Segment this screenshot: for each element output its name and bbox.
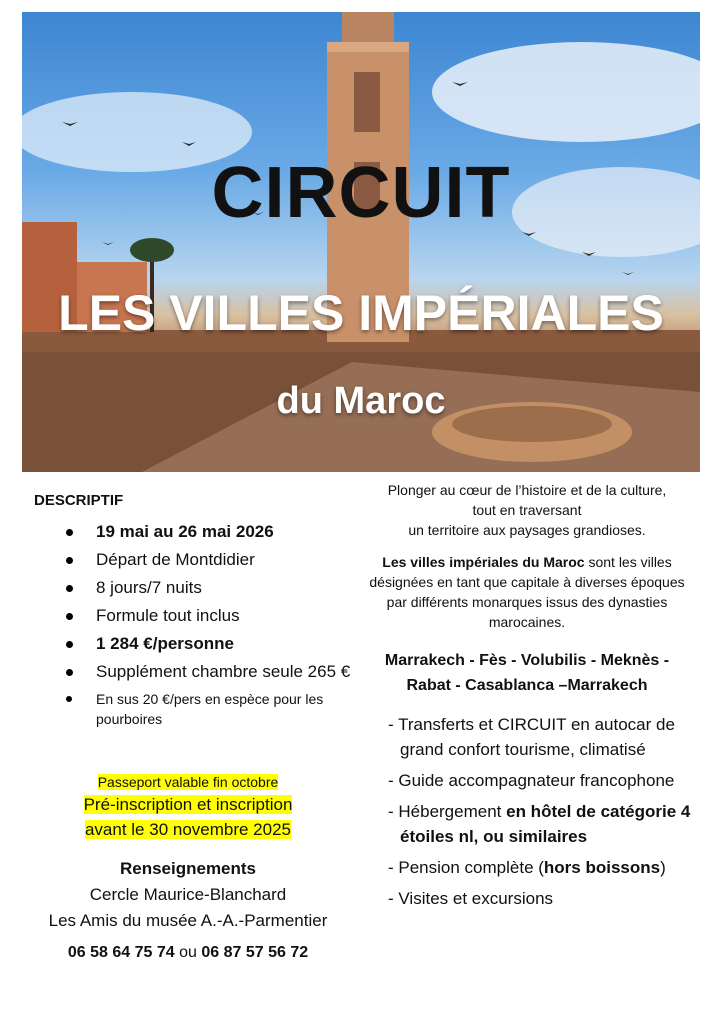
- list-item: 19 mai au 26 mai 2026: [28, 521, 358, 543]
- service-3-pre: - Hébergement: [388, 802, 507, 821]
- descriptif-list: [28, 521, 358, 729]
- description-rest: sont les villes désignées en tant que capitale à diverses époques par différents monarques issus des dynasties marocaines.: [369, 554, 685, 630]
- list-item: - Transferts et CIRCUIT en autocar de grand confort tourisme, climatisé: [388, 715, 675, 759]
- registration-line-2: avant le 30 novembre 2025: [84, 820, 292, 839]
- contact-org-1: Cercle Maurice-Blanchard: [89, 885, 287, 904]
- phone-2: 06 87 57 56 72: [201, 944, 309, 961]
- hero-banner: [22, 12, 700, 472]
- services-list: [362, 712, 692, 911]
- service-4-pre: - Pension complète (: [388, 858, 544, 877]
- descriptif-section: [28, 492, 358, 735]
- list-item: Supplément chambre seule 265 €: [28, 661, 358, 683]
- list-item: - Guide accompagnateur francophone: [388, 771, 675, 790]
- description-bold: Les villes impériales du Maroc: [382, 554, 585, 570]
- list-item: [362, 855, 692, 880]
- hero-subtitle: LES VILLES IMPÉRIALES: [58, 285, 664, 341]
- contact-org-2: Les Amis du musée A.-A.-Parmentier: [48, 911, 328, 930]
- service-4-bold: hors boissons: [543, 858, 661, 877]
- intro-line-3: un territoire aux paysages grandioses.: [408, 522, 646, 538]
- list-item: [362, 799, 692, 849]
- description-text: [362, 552, 692, 632]
- intro-text: [362, 480, 692, 540]
- contact-title: Renseignements: [119, 859, 257, 878]
- list-item: Départ de Montdidier: [28, 549, 358, 571]
- intro-line-1: Plonger au cœur de l’histoire et de la culture,: [387, 482, 667, 498]
- list-item: 8 jours/7 nuits: [28, 577, 358, 599]
- phone-1: 06 58 64 75 74: [67, 944, 175, 961]
- service-4-post: ): [660, 858, 666, 877]
- descriptif-heading: DESCRIPTIF: [34, 492, 124, 509]
- route-line-2: Rabat - Casablanca –Marrakech: [406, 677, 648, 694]
- hero-title: CIRCUIT: [211, 153, 511, 233]
- phone-separator: ou: [179, 944, 197, 961]
- hero-subtitle-2: du Maroc: [276, 380, 446, 422]
- route-line-1: Marrakech - Fès - Volubilis - Meknès -: [384, 652, 670, 669]
- intro-line-2: tout en traversant: [472, 502, 582, 518]
- list-item: - Visites et excursions: [388, 889, 554, 908]
- list-item: En sus 20 €/pers en espèce pour les pourboires: [28, 689, 358, 729]
- service-3-bold: en hôtel de catégorie 4 étoiles nl, ou similaires: [400, 802, 691, 846]
- route-text: [362, 648, 692, 698]
- passport-note: Passeport valable fin octobre: [97, 774, 279, 790]
- list-item: Formule tout inclus: [28, 605, 358, 627]
- registration-line-1: Pré-inscription et inscription: [83, 795, 293, 814]
- phone-numbers: [28, 944, 348, 962]
- list-item: 1 284 €/personne: [28, 633, 358, 655]
- details-column: [362, 480, 692, 917]
- registration-notes: [28, 772, 348, 842]
- contact-section: [28, 856, 348, 934]
